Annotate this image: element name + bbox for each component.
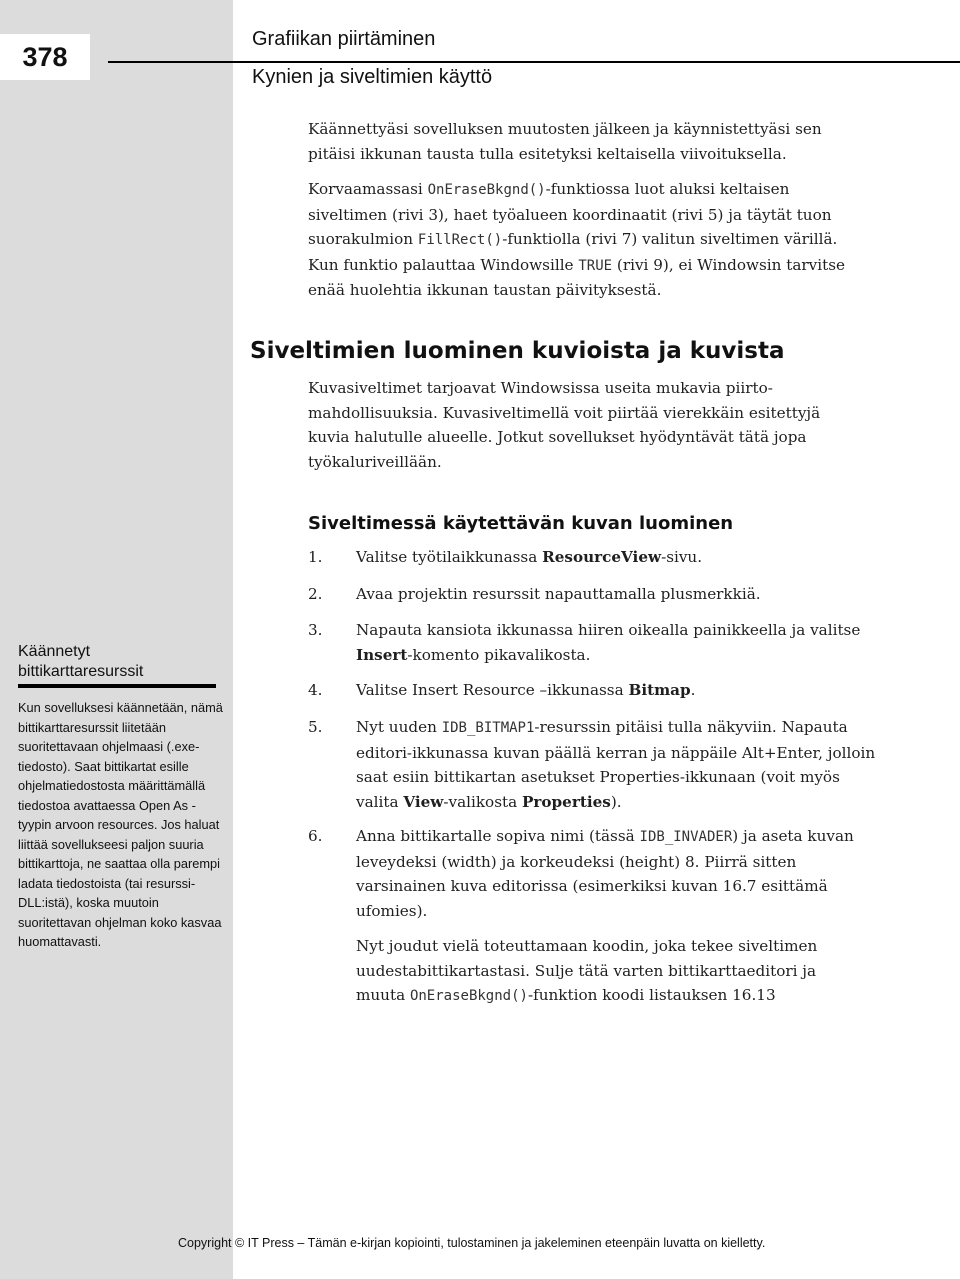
page-number: 378 <box>0 34 90 80</box>
closing-paragraph <box>356 934 866 1009</box>
text-run: Valitse työtilaikkunassa <box>356 548 543 566</box>
ui-term: Bitmap <box>628 681 691 699</box>
list-number: 6. <box>308 827 323 845</box>
text-run: Korvaamassasi <box>308 180 428 198</box>
text-run: -funktiossa luot aluksi keltaisen siveltimen (rivi 3), haet työalueen koordinaatit (rivi 5) ja täytät tuon suorakulmion <box>308 180 832 248</box>
sidebar-note-rule <box>18 684 216 688</box>
list-text <box>356 618 876 667</box>
margin-sidebar <box>0 0 233 1279</box>
text-run: ). <box>610 792 622 811</box>
text-run: Valitse Insert Resource –ikkunassa <box>356 681 629 699</box>
text-run: ) ja aseta kuvan leveydeksi (width) ja korkeudeksi (height) 8. Piirrä sitten varsinainen kuva editorissa (esimerkiksi kuvan 16.7 esittämä ufomies). <box>356 827 854 920</box>
ui-term: ResourceView <box>542 548 662 566</box>
list-text: Avaa projektin resurssit napauttamalla plusmerkkiä. <box>356 585 761 603</box>
subsection-heading: Siveltimessä käytettävän kuvan luominen <box>308 513 734 534</box>
text-run: -valikosta <box>443 792 522 811</box>
text-run: -funktiolla (rivi 7) valitun siveltimen värillä. Kun funktio palauttaa Windowsille <box>308 230 838 274</box>
ui-term: View <box>403 792 444 811</box>
sidebar-note-title: Käännetyt bittikarttaresurssit <box>18 643 144 680</box>
chapter-title: Grafiikan piirtäminen <box>252 28 436 50</box>
code-onerasebkgnd: OnEraseBkgnd() <box>427 182 546 198</box>
text-run: Napauta kansiota ikkunassa hiiren oikealla painikkeella ja valitse <box>356 621 861 639</box>
text-run: Nyt uuden <box>356 718 442 736</box>
text-run: Nyt joudut vielä toteuttamaan koodin, joka tekee siveltimen uudestabittikartastasi. Sulje tätä varten bittikarttaeditori ja muuta <box>356 937 818 1004</box>
list-number: 4. <box>308 681 323 699</box>
code-idb-bitmap1: IDB_BITMAP1 <box>441 720 535 736</box>
ui-term: Properties <box>521 792 611 811</box>
ui-term: Insert <box>356 645 408 664</box>
list-number: 3. <box>308 621 323 639</box>
list-text <box>356 678 876 703</box>
list-number: 2. <box>308 585 323 603</box>
list-text <box>356 715 876 814</box>
text-run: -resurssin pitäisi tulla näkyviin. Napauta editori-ikkunassa kuvan päällä kerran ja näppäile Alt+Enter, jolloin saat esiin bittikartan asetukset Properties-ikkunaan (voit myös valita <box>356 718 876 811</box>
code-fillrect: FillRect() <box>417 232 503 248</box>
running-section-title: Kynien ja siveltimien käyttö <box>252 66 493 88</box>
intro-paragraph-2 <box>308 177 868 303</box>
text-run: -komento pikavalikosta. <box>407 645 591 664</box>
intro-paragraph-1: Käännettyäsi sovelluksen muutosten jälkeen ja käynnistettyäsi sen pitäisi ikkunan tausta tulla esitetyksi keltaisella viivoituksella. <box>308 120 822 163</box>
list-number: 5. <box>308 718 323 736</box>
section-paragraph: Kuvasiveltimet tarjoavat Windowsissa useita mukavia piirto-mahdollisuuksia. Kuvasiveltimellä voit piirtää vierekkäin esitettyjä kuvia halutulle alueelle. Jotkut sovellukset hyödyntävät tätä jopa työkaluriveillään. <box>308 379 821 471</box>
code-idb-invader: IDB_INVADER <box>639 829 733 845</box>
header-rule <box>108 61 960 63</box>
text-run: . <box>690 681 696 699</box>
code-onerasebkgnd: OnEraseBkgnd() <box>409 988 528 1004</box>
text-run: -sivu. <box>661 548 703 566</box>
code-true: TRUE <box>578 257 613 274</box>
text-run: -funktion koodi listauksen 16.13 <box>527 986 776 1004</box>
sidebar-note-body: Kun sovelluksesi käännetään, nämä bittikarttaresurssit liitetään suoritettavaan ohjelmaasi (.exe-tiedosto). Saat bittikartat esille ohjelmatiedostosta määrittämällä tiedostoa avattaessa Open As -tyypin arvoon resources. Jos haluat liittää sovellukseesi paljon suuria bittikarttoja, ne saattaa olla parempi ladata tiedostoista (tai resurssi-DLL:istä), koska muutoin suoritettavan ohjelman koko kasvaa huomattavasti. <box>18 700 223 949</box>
section-heading: Siveltimien luominen kuvioista ja kuvista <box>250 338 785 364</box>
list-text <box>356 545 876 570</box>
list-text <box>356 824 876 923</box>
copyright-footer: Copyright © IT Press – Tämän e-kirjan kopiointi, tulostaminen ja jakeleminen eteenpäin luvatta on kielletty. <box>178 1236 766 1250</box>
text-run: (rivi 9), ei Windowsin tarvitse enää huolehtia ikkunan taustan päivityksestä. <box>308 255 845 299</box>
list-number: 1. <box>308 548 323 566</box>
text-run: Anna bittikartalle sopiva nimi (tässä <box>356 827 640 845</box>
